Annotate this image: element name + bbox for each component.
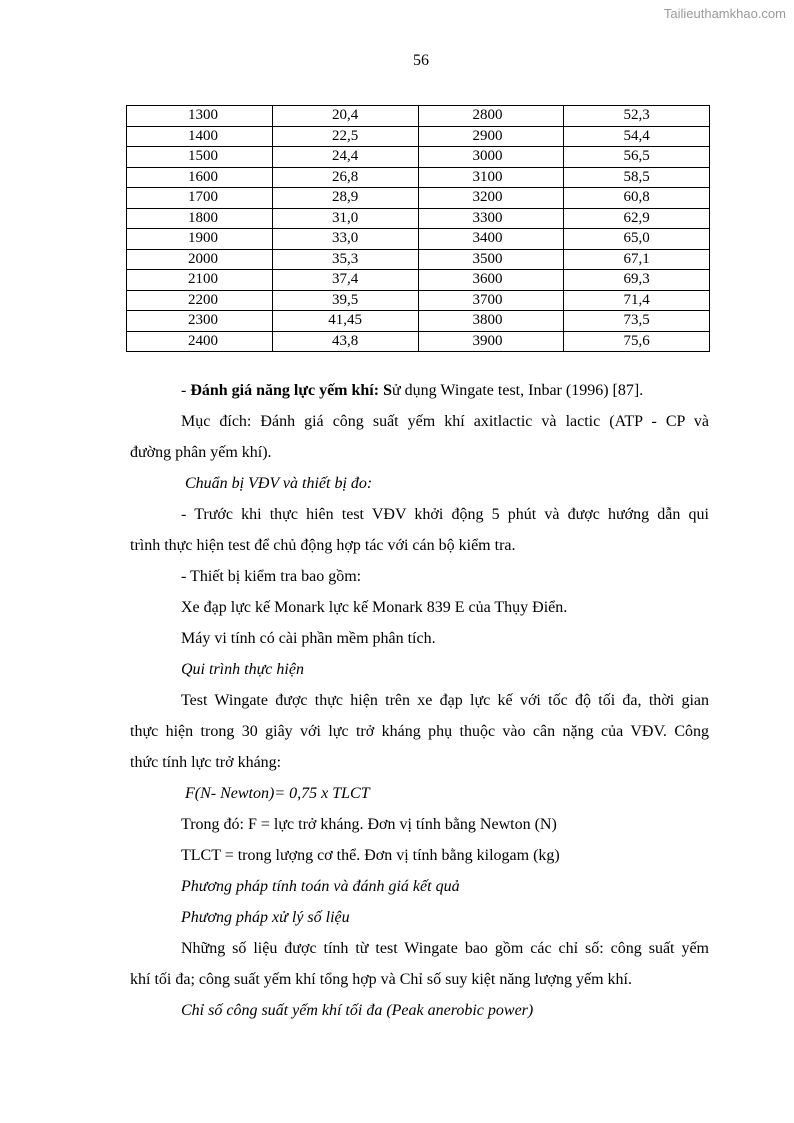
table-cell: 3200 bbox=[418, 188, 564, 209]
table-cell: 43,8 bbox=[272, 331, 418, 352]
table-cell: 2300 bbox=[127, 311, 273, 332]
purpose-line-1: Mục đích: Đánh giá công suất yếm khí axitlactic và lactic (ATP - CP và bbox=[181, 413, 709, 430]
table-cell: 3800 bbox=[418, 311, 564, 332]
table-cell: 39,5 bbox=[272, 290, 418, 311]
table-body bbox=[127, 106, 710, 352]
procedure-line-2: thực hiện trong 30 giây với lực trở kháng phụ thuộc vào cân nặng của VĐV. Công bbox=[130, 723, 709, 740]
table-cell: 2000 bbox=[127, 249, 273, 270]
table-cell: 56,5 bbox=[564, 147, 710, 168]
table-cell: 58,5 bbox=[564, 167, 710, 188]
table-cell: 28,9 bbox=[272, 188, 418, 209]
preparation-line-1: - Trước khi thực hiên test VĐV khởi động 5 phút và được hướng dẫn qui bbox=[181, 506, 709, 523]
table-row bbox=[127, 311, 710, 332]
table-row bbox=[127, 208, 710, 229]
indices-line-2: khí tối đa; công suất yếm khí tổng hợp và Chỉ số suy kiệt năng lượng yếm khí. bbox=[130, 971, 632, 988]
table-cell: 37,4 bbox=[272, 270, 418, 291]
table-row bbox=[127, 167, 710, 188]
table-cell: 71,4 bbox=[564, 290, 710, 311]
definition-force: Trong đó: F = lực trở kháng. Đơn vị tính bằng Newton (N) bbox=[181, 816, 557, 833]
paragraph-anaerobic-assessment bbox=[181, 381, 643, 401]
heading-procedure: Qui trình thực hiện bbox=[181, 661, 304, 678]
table-cell: 3000 bbox=[418, 147, 564, 168]
table-cell: 52,3 bbox=[564, 106, 710, 127]
equipment-bike: Xe đạp lực kế Monark lực kế Monark 839 E của Thụy Điển. bbox=[181, 599, 568, 616]
table-row bbox=[127, 331, 710, 352]
definition-weight: TLCT = trong lượng cơ thể. Đơn vị tính bằng kilogam (kg) bbox=[181, 847, 560, 864]
table-cell: 54,4 bbox=[564, 126, 710, 147]
table-row bbox=[127, 229, 710, 250]
table-cell: 73,5 bbox=[564, 311, 710, 332]
table-cell: 2900 bbox=[418, 126, 564, 147]
indices-line-1: Những số liệu được tính từ test Wingate bao gồm các chỉ số: công suất yếm bbox=[181, 940, 709, 957]
equipment-computer: Máy vi tính có cài phần mềm phân tích. bbox=[181, 630, 436, 647]
table-cell: 2200 bbox=[127, 290, 273, 311]
table-row bbox=[127, 106, 710, 127]
table-cell: 20,4 bbox=[272, 106, 418, 127]
table-cell: 1700 bbox=[127, 188, 273, 209]
bullet-dash: - bbox=[181, 382, 191, 399]
table-cell: 22,5 bbox=[272, 126, 418, 147]
procedure-line-3: thức tính lực trở kháng: bbox=[130, 754, 282, 771]
table-cell: 1800 bbox=[127, 208, 273, 229]
table-cell: 2800 bbox=[418, 106, 564, 127]
watermark: Tailieuthamkhao.com bbox=[663, 6, 786, 21]
preparation-line-2: trình thực hiện test để chủ động hợp tác với cán bộ kiểm tra. bbox=[130, 537, 516, 554]
table-cell: 33,0 bbox=[272, 229, 418, 250]
table-cell: 60,8 bbox=[564, 188, 710, 209]
equipment-intro: - Thiết bị kiểm tra bao gồm: bbox=[181, 568, 362, 585]
table-cell: 3300 bbox=[418, 208, 564, 229]
purpose-line-2: đường phân yếm khí). bbox=[130, 444, 272, 461]
table-row bbox=[127, 290, 710, 311]
table-cell: 69,3 bbox=[564, 270, 710, 291]
table-row bbox=[127, 249, 710, 270]
table-cell: 75,6 bbox=[564, 331, 710, 352]
table-cell: 1900 bbox=[127, 229, 273, 250]
table-cell: 3900 bbox=[418, 331, 564, 352]
heading-data-processing: Phương pháp xử lý số liệu bbox=[181, 909, 350, 926]
table-cell: 2400 bbox=[127, 331, 273, 352]
table-row bbox=[127, 270, 710, 291]
page-number: 56 bbox=[413, 52, 429, 69]
table-cell: 3500 bbox=[418, 249, 564, 270]
table-row bbox=[127, 126, 710, 147]
table-cell: 41,45 bbox=[272, 311, 418, 332]
table-cell: 1600 bbox=[127, 167, 273, 188]
table-cell: 65,0 bbox=[564, 229, 710, 250]
table-cell: 35,3 bbox=[272, 249, 418, 270]
heading-calculation: Phương pháp tính toán và đánh giá kết quả bbox=[181, 878, 460, 895]
table-cell: 67,1 bbox=[564, 249, 710, 270]
table-cell: 3100 bbox=[418, 167, 564, 188]
paragraph-text: ử dụng Wingate test, Inbar (1996) [87]. bbox=[391, 382, 644, 399]
table-cell: 62,9 bbox=[564, 208, 710, 229]
table-cell: 1300 bbox=[127, 106, 273, 127]
table-row bbox=[127, 147, 710, 168]
table-cell: 1400 bbox=[127, 126, 273, 147]
table-cell: 31,0 bbox=[272, 208, 418, 229]
table-row bbox=[127, 188, 710, 209]
procedure-line-1: Test Wingate được thực hiện trên xe đạp lực kế với tốc độ tối đa, thời gian bbox=[181, 692, 709, 709]
table-cell: 26,8 bbox=[272, 167, 418, 188]
table-cell: 3400 bbox=[418, 229, 564, 250]
heading-peak-power: Chỉ số công suất yếm khí tối đa (Peak anerobic power) bbox=[181, 1002, 534, 1019]
heading-preparation: Chuẩn bị VĐV và thiết bị đo: bbox=[185, 475, 373, 492]
bold-heading: Đánh giá năng lực yếm khí: S bbox=[190, 382, 392, 399]
table-cell: 3700 bbox=[418, 290, 564, 311]
formula: F(N- Newton)= 0,75 x TLCT bbox=[185, 785, 370, 802]
table-cell: 3600 bbox=[418, 270, 564, 291]
data-table bbox=[126, 105, 710, 352]
table-cell: 1500 bbox=[127, 147, 273, 168]
table-cell: 2100 bbox=[127, 270, 273, 291]
table-cell: 24,4 bbox=[272, 147, 418, 168]
